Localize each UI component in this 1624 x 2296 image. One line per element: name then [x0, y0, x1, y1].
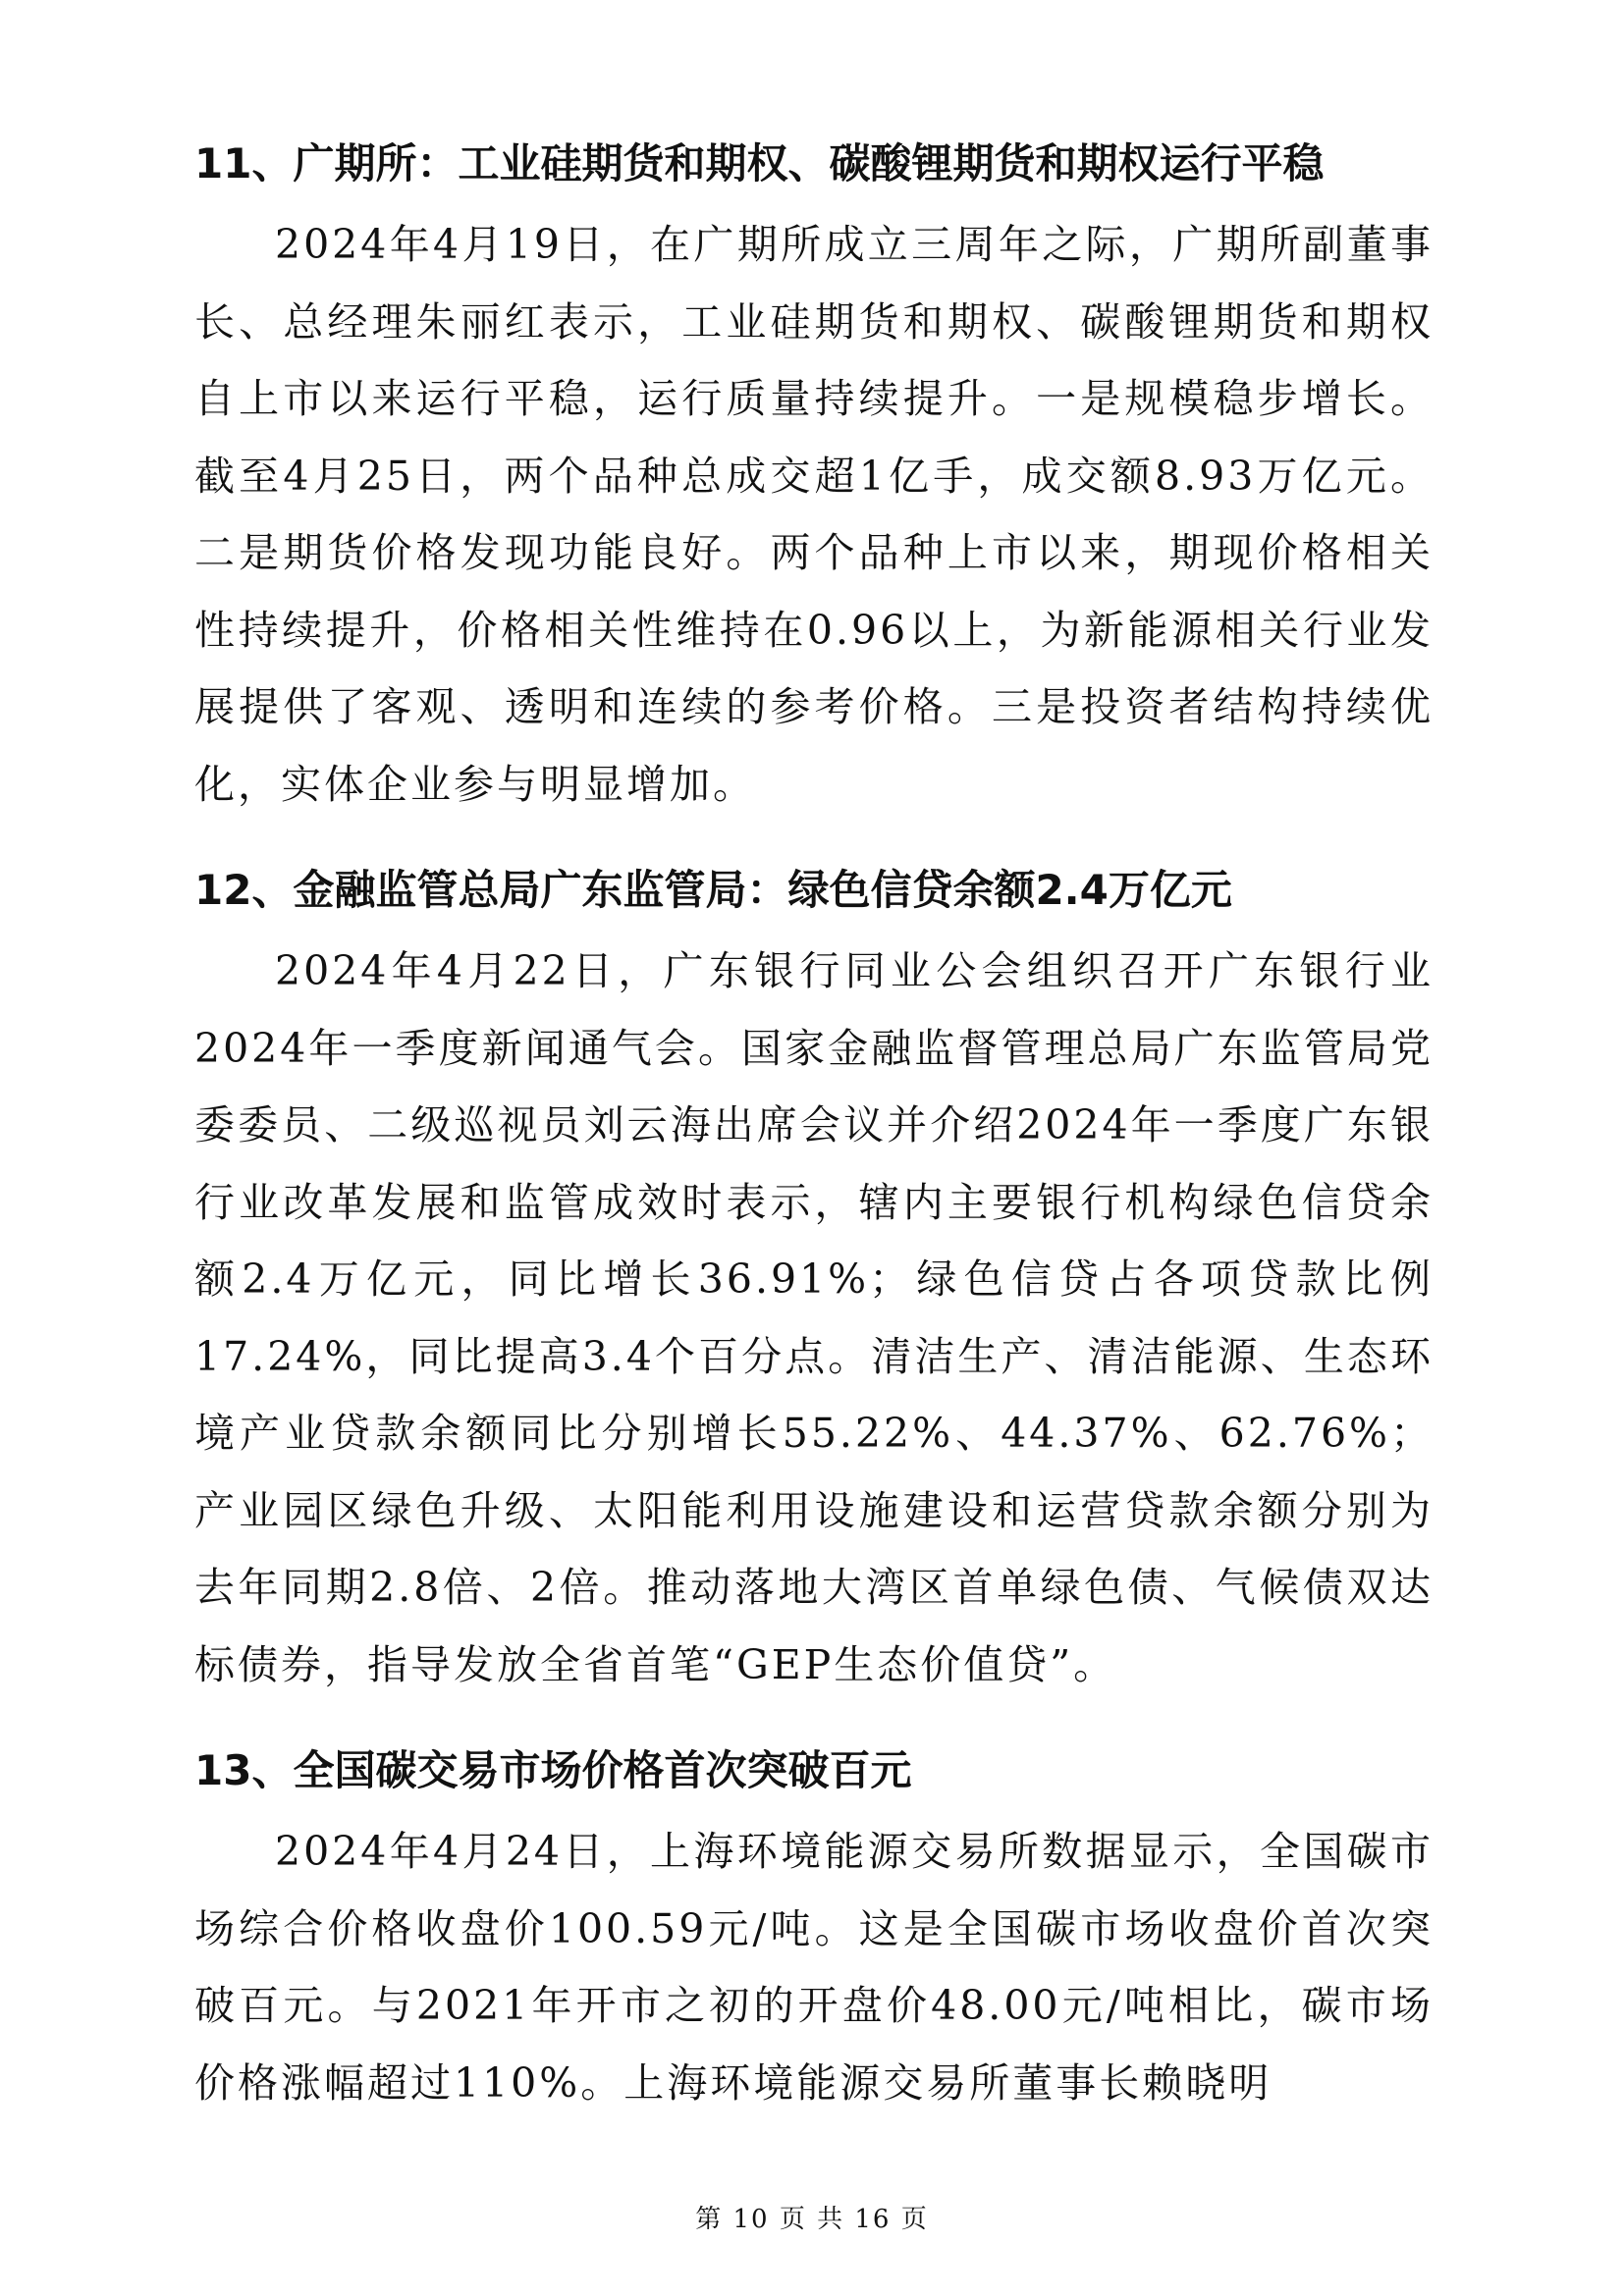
- footer-prefix: 第: [695, 2205, 724, 2234]
- page-footer: [0, 2199, 1624, 2235]
- section-body-13: 2024年4月24日，上海环境能源交易所数据显示，全国碳市场综合价格收盘价100.59元/吨。这是全国碳市场收盘价首次突破百元。与2021年开市之初的开盘价48.00元/吨相比，碳市场价格涨幅超过110%。上海环境能源交易所董事长赖晓明: [194, 1828, 1434, 2107]
- document-content: [194, 126, 1434, 2121]
- section-body-11: 2024年4月19日，在广期所成立三周年之际，广期所副董事长、总经理朱丽红表示，工业硅期货和期权、碳酸锂期货和期权自上市以来运行平稳，运行质量持续提升。一是规模稳步增长。截至4月25日，两个品种总成交超1亿手，成交额8.93万亿元。二是期货价格发现功能良好。两个品种上市以来，期现价格相关性持续提升，价格相关性维持在0.96以上，为新能源相关行业发展提供了客观、透明和连续的参考价格。三是投资者结构持续优化，实体企业参与明显增加。: [194, 221, 1434, 808]
- footer-total-pages: 16: [854, 2205, 892, 2234]
- section-heading-11: 11、广期所：工业硅期货和期权、碳酸锂期货和期权运行平稳: [194, 139, 1325, 187]
- footer-page-number: 10: [732, 2205, 770, 2234]
- footer-middle: 页 共: [779, 2205, 845, 2234]
- section-heading-13: 13、全国碳交易市场价格首次突破百元: [194, 1746, 912, 1794]
- section-heading-12: 12、金融监管总局广东监管局：绿色信贷余额2.4万亿元: [194, 866, 1232, 914]
- footer-suffix: 页: [900, 2205, 929, 2234]
- section-body-12: 2024年4月22日，广东银行同业公会组织召开广东银行业2024年一季度新闻通气会。国家金融监督管理总局广东监管局党委委员、二级巡视员刘云海出席会议并介绍2024年一季度广东银行业改革发展和监管成效时表示，辖内主要银行机构绿色信贷余额2.4万亿元，同比增长36.91%；绿色信贷占各项贷款比例17.24%，同比提高3.4个百分点。清洁生产、清洁能源、生态环境产业贷款余额同比分别增长55.22%、44.37%、62.76%；产业园区绿色升级、太阳能利用设施建设和运营贷款余额分别为去年同期2.8倍、2倍。推动落地大湾区首单绿色债、气候债双达标债券，指导发放全省首笔“GEP生态价值贷”。: [194, 947, 1434, 1688]
